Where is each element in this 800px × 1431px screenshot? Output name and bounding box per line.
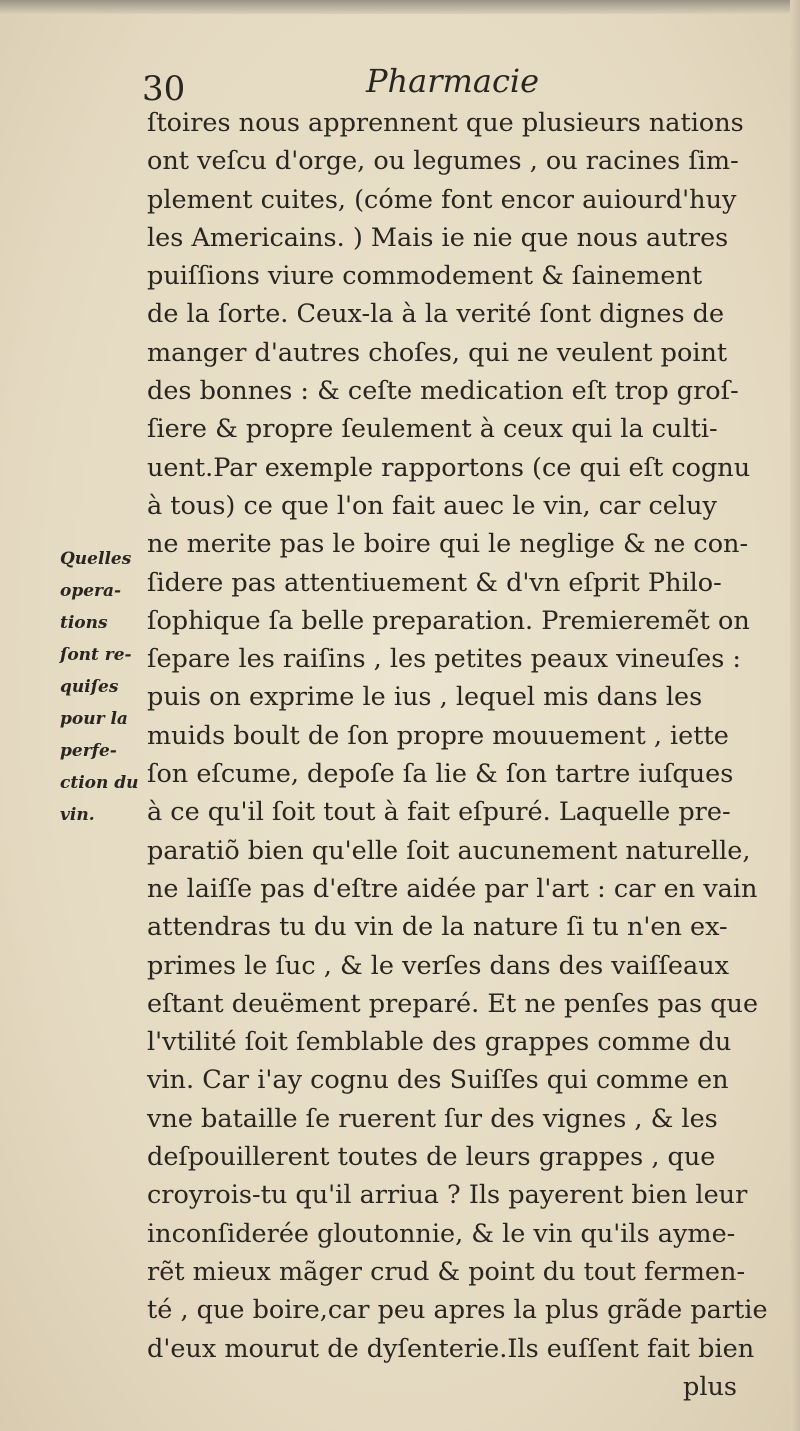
text-line: puis on exprime le ius , lequel mis dans les: [147, 682, 703, 713]
page-number: 30: [142, 69, 186, 109]
margin-note-line: quiſes: [60, 677, 119, 697]
text-line: ſon eſcume, depoſe ſa lie & ſon tartre iuſques: [147, 759, 734, 790]
text-line: deſpouillerent toutes de leurs grappes , que: [147, 1142, 716, 1173]
text-line: inconſiderée gloutonnie, & le vin qu'ils ayme-: [147, 1218, 736, 1249]
text-line: muids boult de ſon propre mouuement , iette: [147, 720, 729, 751]
margin-note: [60, 543, 140, 831]
text-line: plement cuites, (cóme font encor auiourd'huy: [147, 184, 737, 215]
text-line: ſophique ſa belle preparation. Premieremẽt on: [147, 605, 750, 636]
text-line: té , que boire,car peu apres la plus grãde partie: [147, 1295, 768, 1326]
body-text: [147, 104, 768, 1406]
margin-note-line: vin.: [60, 805, 95, 825]
text-line: manger d'autres choſes, qui ne veulent point: [147, 337, 728, 368]
text-line: primes le ſuc , & le verſes dans des vaiſſeaux: [147, 950, 729, 981]
text-line: d'eux mourut de dyſenterie.Ils euſſent fait bien: [147, 1333, 755, 1364]
text-line: vin. Car i'ay cognu des Suiſſes qui comme en: [147, 1065, 729, 1096]
page-right-edge: [790, 0, 800, 1431]
text-line: les Americains. ) Mais ie nie que nous autres: [147, 222, 729, 253]
margin-note-line: ction du: [60, 773, 139, 793]
text-line: uent.Par exemple rapportons (ce qui eſt cognu: [147, 452, 751, 483]
text-line: à tous) ce que l'on fait auec le vin, car celuy: [147, 490, 717, 521]
margin-note-line: tions: [60, 613, 108, 633]
text-line: des bonnes : & ceſte medication eſt trop groſ-: [147, 376, 739, 407]
margin-note-line: opera-: [60, 581, 122, 601]
page-top-shadow: [0, 0, 800, 14]
text-line: puiſſions viure commodement & ſainement: [147, 261, 703, 292]
text-line: de la ſorte. Ceux-la à la verité ſont dignes de: [147, 299, 725, 330]
text-line: attendras tu du vin de la nature ſi tu n'en ex-: [147, 912, 728, 943]
text-line: à ce qu'il ſoit tout à fait eſpuré. Laquelle pre-: [147, 797, 731, 828]
text-line: l'vtilité ſoit ſemblable des grappes comme du: [147, 1027, 732, 1058]
text-line: eſtant deuëment preparé. Et ne penſes pas que: [147, 988, 759, 1019]
margin-note-line: pour la: [60, 709, 128, 729]
text-line: ſiere & propre ſeulement à ceux qui la culti-: [147, 414, 718, 445]
text-line: paratiõ bien qu'elle ſoit aucunement naturelle,: [147, 835, 751, 866]
margin-note-line: perfe-: [60, 741, 117, 761]
text-line: ſidere pas attentiuement & d'vn eſprit Philo-: [147, 567, 722, 598]
running-head: Pharmacie: [366, 62, 540, 100]
margin-note-line: Quelles: [60, 549, 132, 569]
text-line: vne bataille ſe ruerent ſur des vignes , & les: [147, 1103, 718, 1134]
text-line: ont veſcu d'orge, ou legumes , ou racines ſim-: [147, 146, 739, 177]
text-line: ſepare les raiſins , les petites peaux vineuſes :: [147, 644, 741, 675]
catchword: plus: [683, 1371, 737, 1402]
margin-note-line: ſont re-: [60, 645, 132, 665]
text-line: ne laiſſe pas d'eſtre aidée par l'art : car en vain: [147, 873, 758, 904]
text-line: ſtoires nous apprennent que plusieurs nations: [147, 108, 744, 138]
text-line: ne merite pas le boire qui le neglige & ne con-: [147, 529, 749, 560]
text-line: rẽt mieux mãger crud & point du tout fermen-: [147, 1256, 746, 1287]
text-line: croyrois-tu qu'il arriua ? Ils payerent bien leur: [147, 1180, 748, 1211]
